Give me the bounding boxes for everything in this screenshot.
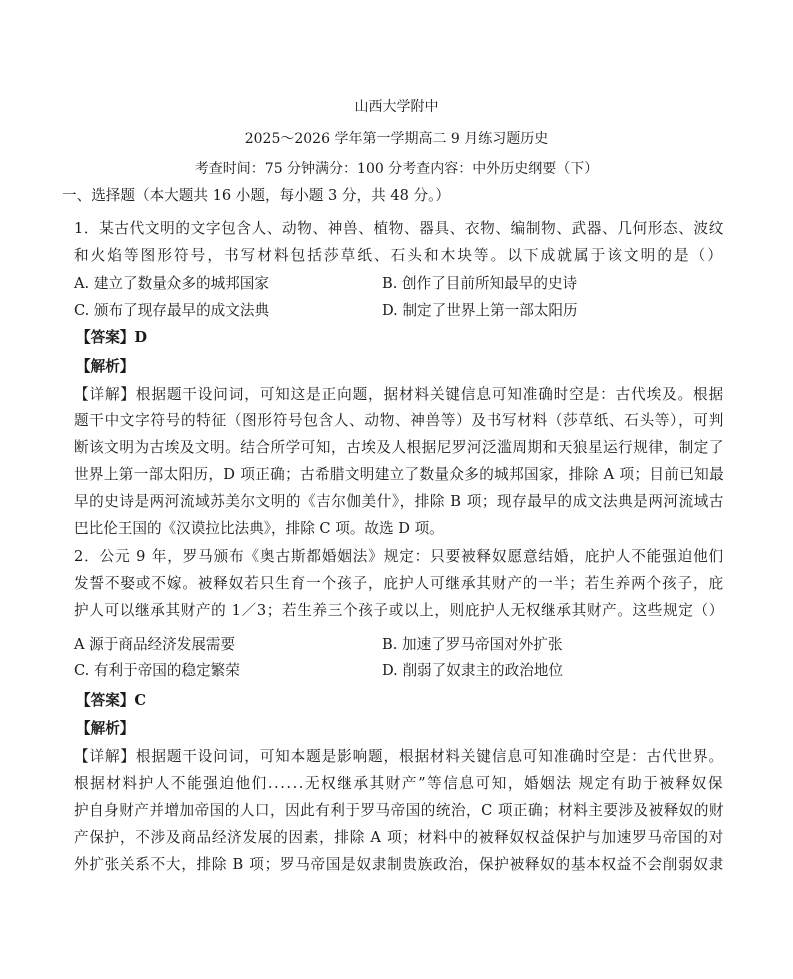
q1-option-a: A. 建立了数量众多的城邦国家 xyxy=(74,275,269,292)
q2-analysis-label: 【解析】 xyxy=(76,720,135,737)
q1-analysis-label: 【解析】 xyxy=(76,358,135,375)
q1-answer: 【答案】D xyxy=(76,329,148,346)
q1-option-c: C. 颁布了现存最早的成文法典 xyxy=(74,302,270,319)
q2-stem-line-2: 发誓不娶或不嫁。被释奴若只生育一个孩子，庇护人可继承其财产的一半；若生养两个孩子，庇 xyxy=(74,575,724,592)
q1-analysis-line-4: 世界上第一部太阳历，D 项正确；古希腊文明建立了数量众多的城邦国家，排除 A 项；目前已知最 xyxy=(74,466,724,483)
q2-answer: 【答案】C xyxy=(76,692,146,709)
q2-analysis-line-5: 外扩张关系不大，排除 B 项；罗马帝国是奴隶制贵族政治，保护被释奴的基本权益不会削弱奴隶 xyxy=(74,856,724,873)
q2-analysis-line-1: 【详解】根据题干设问词，可知本题是影响题，根据材料关键信息可知准确时空是：古代世界。 xyxy=(74,748,724,765)
section-heading: 一、选择题（本大题共 16 小题，每小题 3 分，共 48 分。） xyxy=(62,187,451,204)
q2-stem-line-3: 护人可以继承其财产的 1／3；若生养三个孩子或以上，则庇护人无权继承其财产。这些规定（） xyxy=(74,602,724,619)
q1-analysis-line-3: 断该文明为古埃及文明。结合所学可知，古埃及人根据尼罗河泛滥周期和天狼星运行规律，制定了 xyxy=(74,439,724,456)
q2-analysis-line-2: 根据材料护人不能强迫他们......无权继承其财产”等信息可知，婚姻法 规定有助于被释奴保 xyxy=(74,775,724,792)
q2-option-a: A 源于商品经济发展需要 xyxy=(74,636,236,653)
school-name: 山西大学附中 xyxy=(354,99,439,115)
q1-analysis-line-1: 【详解】根据题干设问词，可知这是正向题，据材料关键信息可知准确时空是：古代埃及。根据 xyxy=(74,386,724,403)
q1-stem-line-1: 1．某古代文明的文字包含人、动物、神兽、植物、器具、衣物、编制物、武器、几何形态、波纹 xyxy=(74,220,724,237)
q1-stem-line-2: 和火焰等图形符号，书写材料包括莎草纸、石头和木块等。以下成就属于该文明的是（） xyxy=(74,247,724,264)
exam-info: 考查时间：75 分钟满分：100 分考查内容：中外历史纲要（下） xyxy=(194,161,599,177)
q2-analysis-line-4: 产保护，不涉及商品经济发展的因素，排除 A 项；材料中的被释奴权益保护与加速罗马帝国的对 xyxy=(74,829,724,846)
q1-analysis-line-5: 早的史诗是两河流域苏美尔文明的《吉尔伽美什》，排除 B 项；现存最早的成文法典是两河流域古 xyxy=(74,493,724,510)
q1-analysis-line-6: 巴比伦王国的《汉谟拉比法典》，排除 C 项。故选 D 项。 xyxy=(74,520,444,537)
q1-option-b: B. 创作了目前所知最早的史诗 xyxy=(382,275,578,292)
q1-analysis-line-2: 题干中文字符号的特征（图形符号包含人、动物、神兽等）及书写材料（莎草纸、石头等），可判 xyxy=(74,412,724,429)
exam-title: 2025～2026 学年第一学期高二 9 月练习题历史 xyxy=(244,131,549,147)
q2-option-d: D. 削弱了奴隶主的政治地位 xyxy=(382,662,563,679)
q2-analysis-line-3: 护自身财产并增加帝国的人口，因此有利于罗马帝国的统治，C 项正确；材料主要涉及被释奴的财 xyxy=(74,802,724,819)
q1-option-d: D. 制定了世界上第一部太阳历 xyxy=(382,302,578,319)
q2-stem-line-1: 2．公元 9 年，罗马颁布《奥古斯都婚姻法》规定：只要被释奴愿意结婚，庇护人不能强迫他们 xyxy=(74,548,724,565)
q2-option-b: B. 加速了罗马帝国对外扩张 xyxy=(382,636,563,653)
q2-option-c: C. 有利于帝国的稳定繁荣 xyxy=(74,662,240,679)
